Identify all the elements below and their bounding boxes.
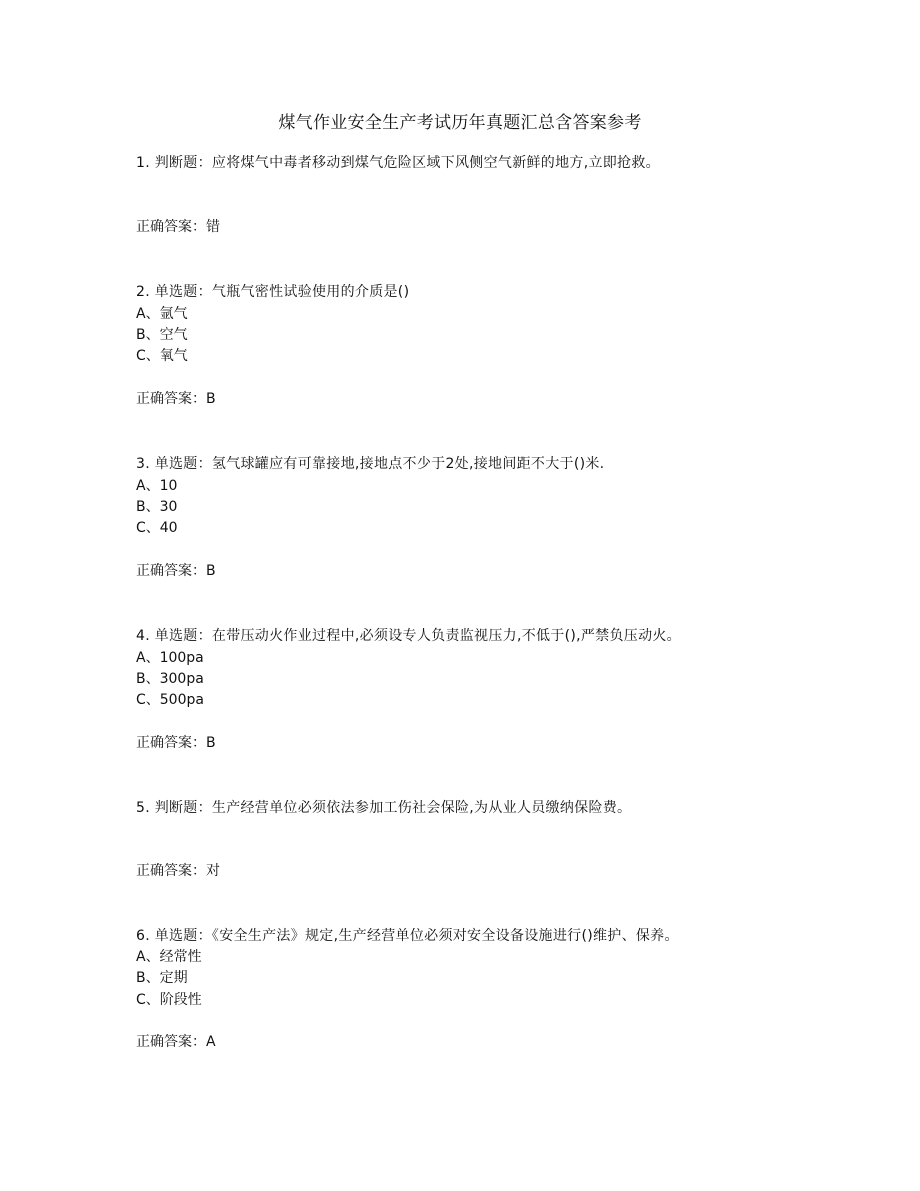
question-6-option-a: A、经常性 bbox=[136, 949, 202, 965]
question-2-option-c: C、氧气 bbox=[136, 348, 188, 364]
question-6-answer: 正确答案：A bbox=[136, 1034, 216, 1050]
question-2-option-a: A、氩气 bbox=[136, 306, 188, 322]
question-1-answer: 正确答案：错 bbox=[136, 219, 220, 235]
question-4-text: 4. 单选题：在带压动火作业过程中,必须设专人负责监视压力,不低于(),严禁负压动火。 bbox=[136, 628, 681, 644]
question-3-option-a: A、10 bbox=[136, 478, 178, 494]
question-2-option-b: B、空气 bbox=[136, 327, 188, 343]
question-3-answer: 正确答案：B bbox=[136, 563, 216, 579]
question-1-text: 1. 判断题：应将煤气中毒者移动到煤气危险区域下风侧空气新鲜的地方,立即抢救。 bbox=[136, 155, 660, 171]
question-6-option-b: B、定期 bbox=[136, 970, 188, 986]
question-6-option-c: C、阶段性 bbox=[136, 992, 202, 1008]
question-4-option-b: B、300pa bbox=[136, 671, 204, 687]
question-3-option-b: B、30 bbox=[136, 499, 178, 515]
question-4-answer: 正确答案：B bbox=[136, 735, 216, 751]
question-5-answer: 正确答案：对 bbox=[136, 863, 220, 879]
question-5-text: 5. 判断题：生产经营单位必须依法参加工伤社会保险,为从业人员缴纳保险费。 bbox=[136, 800, 632, 816]
question-4-option-a: A、100pa bbox=[136, 650, 204, 666]
question-3-option-c: C、40 bbox=[136, 520, 178, 536]
question-2-answer: 正确答案：B bbox=[136, 391, 216, 407]
question-6-text: 6. 单选题：《安全生产法》规定,生产经营单位必须对安全设备设施进行()维护、保养。 bbox=[136, 928, 679, 944]
document-title: 煤气作业安全生产考试历年真题汇总含答案参考 bbox=[278, 113, 642, 133]
question-2-text: 2. 单选题：气瓶气密性试验使用的介质是() bbox=[136, 284, 410, 300]
question-4-option-c: C、500pa bbox=[136, 692, 204, 708]
question-3-text: 3. 单选题：氢气球罐应有可靠接地,接地点不少于2处,接地间距不大于()米. bbox=[136, 456, 605, 472]
